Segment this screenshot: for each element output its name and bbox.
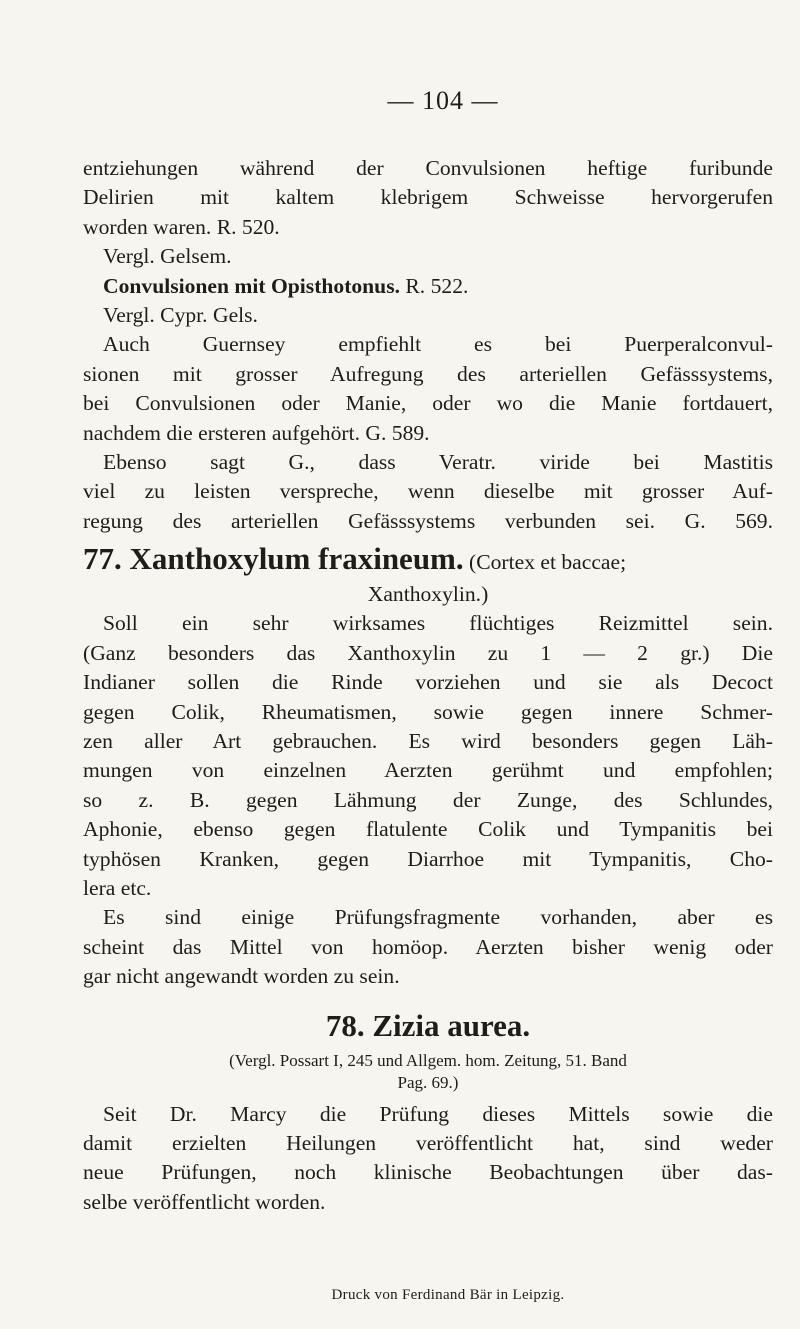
section-78-title: 78. Zizia aurea. [325,1007,531,1043]
section-77-title: 77. Xanthoxylum fraxineum. [83,541,464,577]
text-line: typhösen Kranken, gegen Diarrhoe mit Tympanitis, Cho- [83,846,773,871]
text-line: sionen mit grosser Aufregung des arteriellen Gefässsystems, [83,361,773,386]
text-line: lera etc. [83,875,152,900]
subheading-line [83,272,773,301]
subheading-convulsionen: Convulsionen mit Opisthotonus. [103,273,400,298]
page-number: — 104 — [387,86,499,115]
section-78-reference: (Vergl. Possart I, 245 und Allgem. hom. Zeitung, 51. Band [229,1050,627,1070]
text-line: scheint das Mittel von homöop. Aerzten bisher wenig oder [83,934,773,959]
text-line: Aphonie, ebenso gegen flatulente Colik und Tympanitis bei [83,817,773,842]
text-line: neue Prüfungen, noch klinische Beobachtungen über das- [83,1160,773,1185]
text-line: damit erzielten Heilungen veröffentlicht hat, sind weder [83,1130,773,1155]
printer-imprint: Druck von Ferdinand Bär in Leipzig. [331,1287,565,1304]
text-line: mungen von einzelnen Aerzten gerühmt und empfohlen; [83,758,773,783]
text-line: Es sind einige Prüfungsfragmente vorhanden, aber es [103,905,773,930]
text-line: zen aller Art gebrauchen. Es wird besonders gegen Läh- [83,728,773,753]
text-line: regung des arteriellen Gefässsystems verbunden sei. G. 569. [83,508,773,533]
text-line: gegen Colik, Rheumatismen, sowie gegen innere Schmer- [83,699,773,724]
text-line: Indianer sollen die Rinde vorziehen und sie als Decoct [83,670,773,695]
text-line: Delirien mit kaltem klebrigem Schweisse hervorgerufen [83,185,773,210]
text-line: bei Convulsionen oder Manie, oder wo die Manie fortdauert, [83,391,773,416]
text-line: entziehungen während der Convulsionen heftige furibunde [83,156,773,180]
section-77-subtitle-2: Xanthoxylin.) [367,582,489,607]
book-page [83,86,773,1304]
text-line: (Ganz besonders das Xanthoxylin zu 1 — 2 gr.) Die [83,640,773,665]
text-line: gar nicht angewandt worden zu sein. [83,964,400,989]
text-line: Vergl. Cypr. Gels. [103,303,258,328]
text-line: Ebenso sagt G., dass Veratr. viride bei Mastitis [103,450,773,475]
text-line: Soll ein sehr wirksames flüchtiges Reizmittel sein. [103,611,773,636]
text-line: viel zu leisten verspreche, wenn dieselbe mit grosser Auf- [83,479,773,504]
section-77-heading [83,542,773,579]
text-line: nachdem die ersteren aufgehört. G. 589. [83,420,430,445]
text-line: Auch Guernsey empfiehlt es bei Puerperalconvul- [103,332,773,357]
section-77-subtitle: (Cortex et baccae; [463,550,627,575]
section-78-reference-page: Pag. 69.) [397,1072,459,1092]
text-line: worden waren. R. 520. [83,214,280,239]
text-line: Vergl. Gelsem. [103,244,232,269]
text-line: Seit Dr. Marcy die Prüfung dieses Mittels sowie die [103,1101,773,1126]
text-line: selbe veröffentlicht worden. [83,1189,326,1214]
subheading-ref: R. 522. [400,273,469,298]
text-line: so z. B. gegen Lähmung der Zunge, des Schlundes, [83,787,773,812]
